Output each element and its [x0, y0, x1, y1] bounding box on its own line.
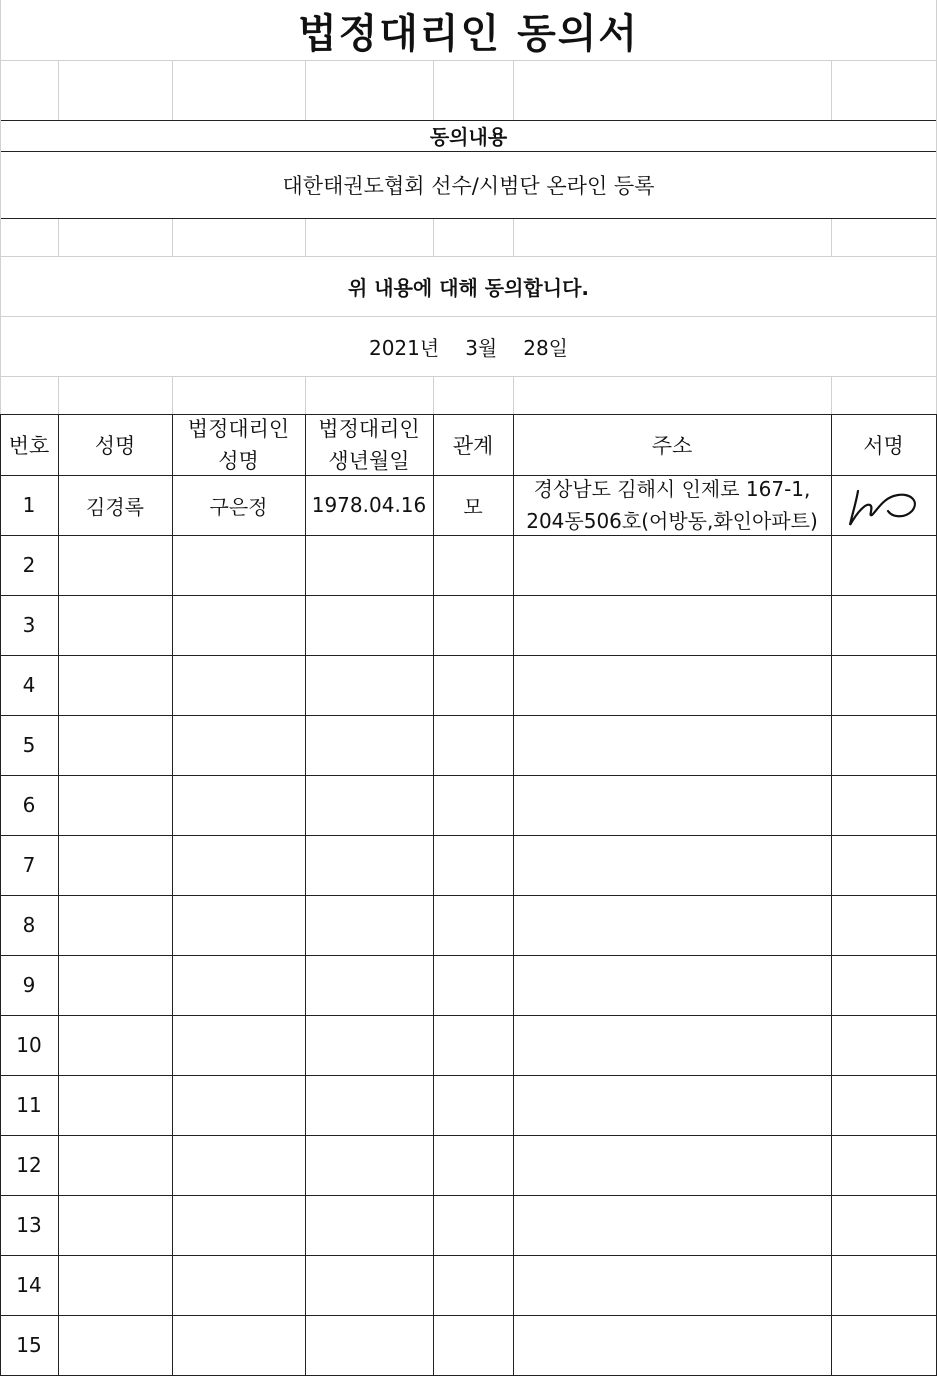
row-2-guardian-name: [172, 535, 305, 595]
row-2-guardian-birth: [305, 535, 433, 595]
row-2-address: [513, 535, 831, 595]
row-5-guardian-birth: [305, 715, 433, 775]
row-9-guardian-name: [172, 955, 305, 1015]
row-11-name: [58, 1075, 172, 1135]
row-1-guardian-name: 구은정: [209, 494, 268, 519]
row-12-guardian-name: [172, 1135, 305, 1195]
header-address: 주소: [651, 433, 693, 458]
row-13-no: 13: [16, 1213, 42, 1237]
row-4-name: [58, 655, 172, 715]
row-13-guardian-name: [172, 1195, 305, 1255]
row-1-no: 1: [22, 493, 36, 517]
row-15-signature: [831, 1315, 936, 1375]
row-8-signature: [831, 895, 936, 955]
row-2-name: [58, 535, 172, 595]
row-11-guardian-birth: [305, 1075, 433, 1135]
row-8-guardian-birth: [305, 895, 433, 955]
row-8-no: 8: [22, 913, 36, 937]
spacer-row-1: [0, 60, 937, 120]
row-11-relation: [433, 1075, 513, 1135]
row-8-address: [513, 895, 831, 955]
spacer-row-2: [0, 218, 937, 256]
row-4-address: [513, 655, 831, 715]
row-9-address: [513, 955, 831, 1015]
header-guardian-name-line2: 성명: [218, 448, 259, 473]
row-1-name: 김경록: [86, 494, 144, 519]
row-1-address: [513, 475, 831, 535]
address-line2: 204동506호(어방동,화인아파트): [526, 509, 818, 533]
row-11-address: [513, 1075, 831, 1135]
row-14-no: 14: [16, 1273, 42, 1297]
header-number: 번호: [8, 433, 50, 458]
row-13-name: [58, 1195, 172, 1255]
consent-header: 동의내용: [429, 125, 508, 149]
row-5-name: [58, 715, 172, 775]
row-8-guardian-name: [172, 895, 305, 955]
row-14-name: [58, 1255, 172, 1315]
row-10-signature: [831, 1015, 936, 1075]
row-4-relation: [433, 655, 513, 715]
row-11-guardian-name: [172, 1075, 305, 1135]
row-2-signature: [831, 535, 936, 595]
consent-content: 대한태권도협회 선수/시범단 온라인 등록: [282, 173, 655, 198]
header-guardian-name: [172, 414, 305, 475]
row-7-guardian-birth: [305, 835, 433, 895]
row-1-relation: 모: [463, 494, 483, 519]
header-guardian-birth: [305, 414, 433, 475]
consent-date: [0, 316, 937, 376]
header-guardian-birth-line2: 생년월일: [328, 448, 410, 473]
row-13-relation: [433, 1195, 513, 1255]
row-6-guardian-birth: [305, 775, 433, 835]
row-4-signature: [831, 655, 936, 715]
row-10-name: [58, 1015, 172, 1075]
row-15-relation: [433, 1315, 513, 1375]
row-6-address: [513, 775, 831, 835]
row-3-signature: [831, 595, 936, 655]
header-relation: 관계: [452, 433, 494, 458]
row-5-no: 5: [22, 733, 36, 757]
row-10-relation: [433, 1015, 513, 1075]
row-5-guardian-name: [172, 715, 305, 775]
row-13-address: [513, 1195, 831, 1255]
date-day: 28일: [523, 335, 569, 360]
header-guardian-name-line1: 법정대리인: [187, 416, 290, 441]
row-14-relation: [433, 1255, 513, 1315]
row-9-name: [58, 955, 172, 1015]
row-15-name: [58, 1315, 172, 1375]
row-3-guardian-birth: [305, 595, 433, 655]
row-3-address: [513, 595, 831, 655]
row-5-address: [513, 715, 831, 775]
row-14-address: [513, 1255, 831, 1315]
row-14-guardian-name: [172, 1255, 305, 1315]
row-12-no: 12: [16, 1153, 42, 1177]
row-4-guardian-name: [172, 655, 305, 715]
row-5-relation: [433, 715, 513, 775]
row-7-no: 7: [22, 853, 36, 877]
row-2-no: 2: [22, 553, 36, 577]
row-2-relation: [433, 535, 513, 595]
row-9-no: 9: [22, 973, 36, 997]
row-10-address: [513, 1015, 831, 1075]
row-6-guardian-name: [172, 775, 305, 835]
row-4-guardian-birth: [305, 655, 433, 715]
row-10-no: 10: [16, 1033, 42, 1057]
spacer-row-3: [0, 376, 937, 414]
date-year: 2021년: [368, 335, 440, 360]
row-15-address: [513, 1315, 831, 1375]
row-13-signature: [831, 1195, 936, 1255]
row-7-address: [513, 835, 831, 895]
row-11-signature: [831, 1075, 936, 1135]
row-10-guardian-name: [172, 1015, 305, 1075]
row-12-relation: [433, 1135, 513, 1195]
row-3-no: 3: [22, 613, 36, 637]
header-guardian-birth-line1: 법정대리인: [318, 416, 420, 441]
row-12-signature: [831, 1135, 936, 1195]
row-6-no: 6: [22, 793, 36, 817]
row-7-signature: [831, 835, 936, 895]
row-8-relation: [433, 895, 513, 955]
row-3-relation: [433, 595, 513, 655]
row-3-name: [58, 595, 172, 655]
row-10-guardian-birth: [305, 1015, 433, 1075]
row-7-relation: [433, 835, 513, 895]
row-6-signature: [831, 775, 936, 835]
row-6-relation: [433, 775, 513, 835]
row-12-address: [513, 1135, 831, 1195]
row-9-signature: [831, 955, 936, 1015]
header-signature: 서명: [863, 433, 904, 458]
row-5-signature: [831, 715, 936, 775]
row-15-no: 15: [16, 1333, 42, 1357]
row-14-guardian-birth: [305, 1255, 433, 1315]
row-14-signature: [831, 1255, 936, 1315]
row-12-guardian-birth: [305, 1135, 433, 1195]
row-3-guardian-name: [172, 595, 305, 655]
row-12-name: [58, 1135, 172, 1195]
row-6-name: [58, 775, 172, 835]
row-1-signature: [831, 475, 936, 535]
row-4-no: 4: [22, 673, 36, 697]
row-13-guardian-birth: [305, 1195, 433, 1255]
date-month: 3월: [465, 335, 498, 360]
row-9-relation: [433, 955, 513, 1015]
handwritten-signature: [844, 481, 924, 529]
row-9-guardian-birth: [305, 955, 433, 1015]
row-11-no: 11: [16, 1093, 42, 1117]
document-title: 법정대리인 동의서: [297, 10, 640, 57]
header-name: 성명: [94, 433, 136, 458]
row-15-guardian-name: [172, 1315, 305, 1375]
row-15-guardian-birth: [305, 1315, 433, 1375]
row-7-name: [58, 835, 172, 895]
row-7-guardian-name: [172, 835, 305, 895]
address-line1: 경상남도 김해시 인제로 167-1,: [533, 477, 811, 501]
row-1-guardian-birth: 1978.04.16: [311, 493, 427, 517]
row-8-name: [58, 895, 172, 955]
agreement-statement: 위 내용에 대해 동의합니다.: [347, 275, 589, 300]
